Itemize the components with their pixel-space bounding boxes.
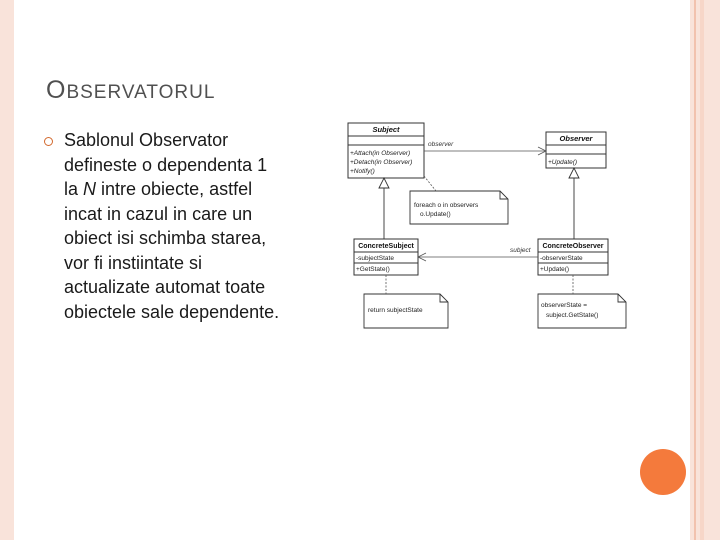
notify-note-line-2: o.Update() (420, 211, 451, 218)
decorative-orange-circle (640, 449, 686, 495)
update-note-line-1: observerState = (541, 302, 588, 309)
bullet-text (64, 128, 326, 324)
subject-attach-op: +Attach(in Observer) (350, 150, 411, 157)
bullet-circle-icon (44, 137, 53, 146)
bullet-text-line: defineste o dependenta 1 (64, 154, 268, 175)
right-frame-line (694, 0, 696, 540)
bullet-text-line: actualizate automat toate (64, 277, 266, 297)
bullet-text-fragment: intre obiecte, astfel (96, 179, 253, 199)
subject-notify-op: +Notify() (350, 168, 375, 175)
observer-inheritance-arrow (569, 168, 579, 178)
bullet-text-line: vor fi instiintate si (64, 252, 203, 273)
bullet-text-line: obiect isi schimba starea, (64, 228, 267, 248)
subject-detach-op: +Detach(in Observer) (350, 159, 413, 166)
subject-inheritance-arrow (379, 178, 389, 188)
uml-class-diagram (340, 118, 630, 333)
bullet-text-line: Sablonul Observator (64, 130, 229, 150)
update-note-line-2: subject.GetState() (546, 312, 599, 319)
concrete-subject-state-attr: -subjectState (356, 255, 394, 262)
notify-note-line-1: foreach o in observers (414, 202, 479, 209)
getstate-note (364, 275, 448, 328)
slide-title (46, 76, 215, 105)
bullet-text-line: incat in cazul in care un (64, 203, 253, 224)
subject-class-title: Subject (372, 125, 400, 134)
observer-update-op: +Update() (548, 159, 578, 166)
observer-class (546, 132, 606, 168)
subject-association-label: subject (510, 247, 531, 254)
concrete-subject-title: ConcreteSubject (358, 243, 414, 250)
notify-note (410, 176, 508, 224)
concrete-observer-state-attr: -observerState (540, 255, 583, 262)
bullet-text-fragment: la (64, 179, 84, 199)
concrete-observer-update-op: +Update() (540, 266, 570, 273)
slide-title-initial: O (46, 76, 67, 104)
slide-title-rest: BSERVATORUL (66, 82, 216, 103)
concrete-subject-class (354, 239, 418, 275)
bullet-text-line (64, 177, 326, 202)
right-frame-line-inner (700, 0, 704, 540)
left-frame-band (0, 0, 14, 540)
observer-association-label: observer (428, 141, 454, 148)
concrete-observer-title: ConcreteObserver (542, 243, 604, 250)
concrete-subject-getstate-op: +GetState() (356, 266, 390, 273)
bullet-text-italic-n: N (83, 179, 97, 199)
subject-class (348, 123, 424, 178)
concrete-observer-class (538, 239, 608, 275)
update-note (538, 275, 626, 328)
bullet-text-line: obiectele sale dependente. (64, 301, 280, 322)
getstate-note-text: return subjectState (368, 307, 423, 314)
observer-class-title: Observer (559, 134, 593, 143)
